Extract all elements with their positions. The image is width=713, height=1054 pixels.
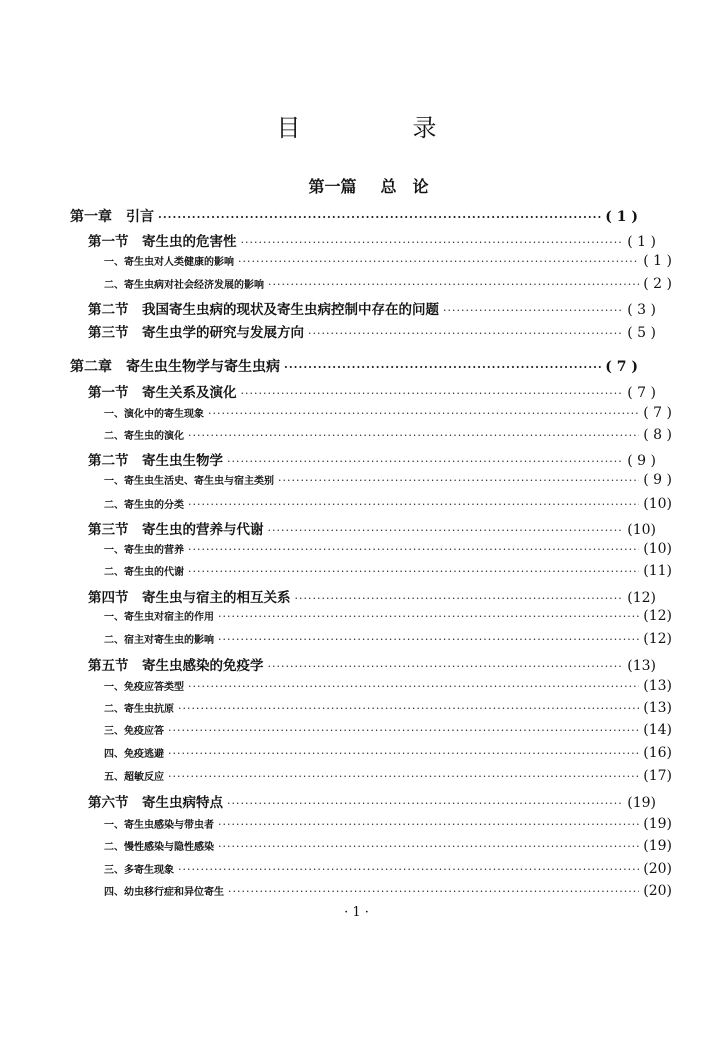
toc-leader-dots — [218, 818, 639, 831]
toc-leader-dots — [188, 543, 639, 556]
toc-entry — [70, 472, 672, 494]
toc-entry — [70, 356, 638, 378]
toc-entry — [70, 861, 672, 883]
toc-leader-dots — [241, 236, 624, 249]
toc-entry-label: 第二节 我国寄生虫病的现状及寄生虫病控制中存在的问题 — [88, 302, 439, 318]
toc-leader-dots — [158, 211, 601, 224]
toc-leader-dots — [218, 610, 639, 623]
toc-entry-page: (13) — [643, 678, 672, 694]
toc-entry-label: 三、免疫应答 — [104, 726, 164, 737]
toc-leader-dots — [227, 455, 623, 468]
toc-entry-page: (10) — [627, 522, 656, 538]
toc-entry-label: 第二章 寄生虫生物学与寄生虫病 — [70, 359, 280, 375]
toc-entry-page: (14) — [643, 722, 672, 738]
toc-leader-dots — [178, 702, 639, 715]
page-title: 目 录 — [276, 114, 481, 142]
toc-entry-page: (20) — [643, 883, 672, 899]
toc-entry-page: (19) — [643, 838, 672, 854]
toc-entry — [70, 768, 672, 790]
toc-entry — [70, 298, 656, 320]
toc-entry — [70, 496, 672, 518]
toc-entry — [70, 586, 656, 608]
toc-entry — [70, 838, 672, 860]
toc-leader-dots — [218, 633, 639, 646]
toc-entry — [70, 745, 672, 767]
toc-entry-page: ( 7 ) — [627, 385, 656, 401]
toc-entry — [70, 883, 672, 905]
toc-entry-label: 三、多寄生现象 — [104, 865, 174, 876]
toc-entry — [70, 321, 656, 343]
toc-entry-label: 二、寄生虫的分类 — [104, 500, 184, 511]
toc-entry-label: 一、寄生虫的营养 — [104, 545, 184, 556]
toc-entry-label: 第二节 寄生虫生物学 — [88, 453, 223, 469]
toc-leader-dots — [188, 429, 639, 442]
toc-leader-dots — [228, 885, 639, 898]
toc-leader-dots — [168, 724, 639, 737]
toc-entry-page: (10) — [643, 496, 672, 512]
toc-leader-dots — [168, 747, 639, 760]
toc-entry-label: 四、幼虫移行症和异位寄生 — [104, 887, 224, 898]
toc-entry-label: 一、寄生虫生活史、寄生虫与宿主类别 — [104, 476, 274, 487]
toc-leader-dots — [168, 770, 639, 783]
part-label: 第一篇 — [308, 177, 357, 196]
toc-entry-label: 二、寄生虫病对社会经济发展的影响 — [104, 280, 264, 291]
toc-entry — [70, 631, 672, 653]
toc-entry — [70, 518, 656, 540]
toc-leader-dots — [188, 680, 639, 693]
toc-entry-label: 一、寄生虫对宿主的作用 — [104, 612, 214, 623]
toc-leader-dots — [278, 474, 639, 487]
toc-leader-dots — [178, 863, 639, 876]
part-name: 总 论 — [380, 177, 429, 196]
toc-entry — [70, 230, 656, 252]
toc-entry — [70, 541, 672, 563]
toc-leader-dots — [268, 278, 639, 291]
toc-entry-label: 第五节 寄生虫感染的免疫学 — [88, 658, 264, 674]
toc-entry-page: ( 1 ) — [605, 209, 638, 225]
toc-entry — [70, 791, 656, 813]
toc-entry-page: ( 3 ) — [627, 302, 656, 318]
toc-entry-page: ( 7 ) — [643, 405, 672, 421]
toc-entry-page: (12) — [643, 608, 672, 624]
toc-entry-label: 第三节 寄生虫的营养与代谢 — [88, 522, 264, 538]
toc-entry-page: ( 1 ) — [627, 234, 656, 250]
toc-entry — [70, 449, 656, 471]
toc-entry-label: 第六节 寄生虫病特点 — [88, 795, 223, 811]
toc-entry-label: 二、慢性感染与隐性感染 — [104, 842, 214, 853]
toc-entry-label: 第一节 寄生关系及演化 — [88, 385, 237, 401]
toc-leader-dots — [227, 797, 623, 810]
toc-entry-page: (12) — [627, 590, 656, 606]
toc-entry-page: ( 5 ) — [627, 325, 656, 341]
toc-entry-page: ( 7 ) — [605, 359, 638, 375]
toc-entry-page: (20) — [643, 861, 672, 877]
toc-entry — [70, 276, 672, 298]
toc-entry-page: (13) — [627, 658, 656, 674]
toc-entry-page: ( 1 ) — [643, 253, 672, 269]
toc-entry-page: ( 2 ) — [643, 276, 672, 292]
toc-entry-page: (11) — [643, 563, 672, 579]
toc-entry-label: 四、免疫逃避 — [104, 749, 164, 760]
toc-entry — [70, 608, 672, 630]
toc-leader-dots — [218, 840, 639, 853]
toc-entry — [70, 381, 656, 403]
toc-entry-label: 二、寄生虫抗原 — [104, 704, 174, 715]
toc-entry-label: 一、寄生虫感染与带虫者 — [104, 820, 214, 831]
toc-leader-dots — [443, 304, 623, 317]
page-number: · 1 · — [344, 905, 369, 920]
toc-entry-page: (16) — [643, 745, 672, 761]
toc-entry — [70, 253, 672, 275]
toc-entry-label: 第三节 寄生虫学的研究与发展方向 — [88, 325, 304, 341]
toc-entry-label: 第一节 寄生虫的危害性 — [88, 234, 237, 250]
toc-entry — [70, 816, 672, 838]
toc-leader-dots — [188, 565, 639, 578]
toc-entry — [70, 405, 672, 427]
toc-entry-label: 二、宿主对寄生虫的影响 — [104, 635, 214, 646]
part-heading — [0, 174, 713, 197]
toc-entry-page: (13) — [643, 700, 672, 716]
toc-entry-page: (12) — [643, 631, 672, 647]
toc-entry-page: (19) — [643, 816, 672, 832]
toc-leader-dots — [238, 255, 639, 268]
toc-entry — [70, 678, 672, 700]
toc-entry-page: ( 8 ) — [643, 427, 672, 443]
toc-leader-dots — [188, 498, 639, 511]
toc-entry — [70, 563, 672, 585]
toc-entry — [70, 700, 672, 722]
toc-entry-page: ( 9 ) — [627, 453, 656, 469]
toc-entry — [70, 722, 672, 744]
toc-entry-page: ( 9 ) — [643, 472, 672, 488]
toc-entry-label: 一、演化中的寄生现象 — [104, 409, 204, 420]
toc-leader-dots — [295, 592, 624, 605]
toc-entry-page: (17) — [643, 768, 672, 784]
toc-entry — [70, 206, 638, 228]
toc-entry-label: 第一章 引言 — [70, 209, 154, 225]
toc-entry — [70, 654, 656, 676]
toc-entry-label: 二、寄生虫的演化 — [104, 431, 184, 442]
toc-leader-dots — [241, 387, 624, 400]
toc-leader-dots — [308, 327, 623, 340]
toc-leader-dots — [208, 407, 639, 420]
toc-leader-dots — [268, 524, 624, 537]
toc-entry-page: (10) — [643, 541, 672, 557]
toc-leader-dots — [284, 361, 601, 374]
toc-entry-label: 第四节 寄生虫与宿主的相互关系 — [88, 590, 291, 606]
toc-entry-label: 二、寄生虫的代谢 — [104, 567, 184, 578]
toc-entry — [70, 427, 672, 449]
toc-entry-label: 一、寄生虫对人类健康的影响 — [104, 257, 234, 268]
toc-entry-label: 一、免疫应答类型 — [104, 682, 184, 693]
toc-entry-page: (19) — [627, 795, 656, 811]
toc-leader-dots — [268, 660, 624, 673]
toc-entry-label: 五、超敏反应 — [104, 772, 164, 783]
